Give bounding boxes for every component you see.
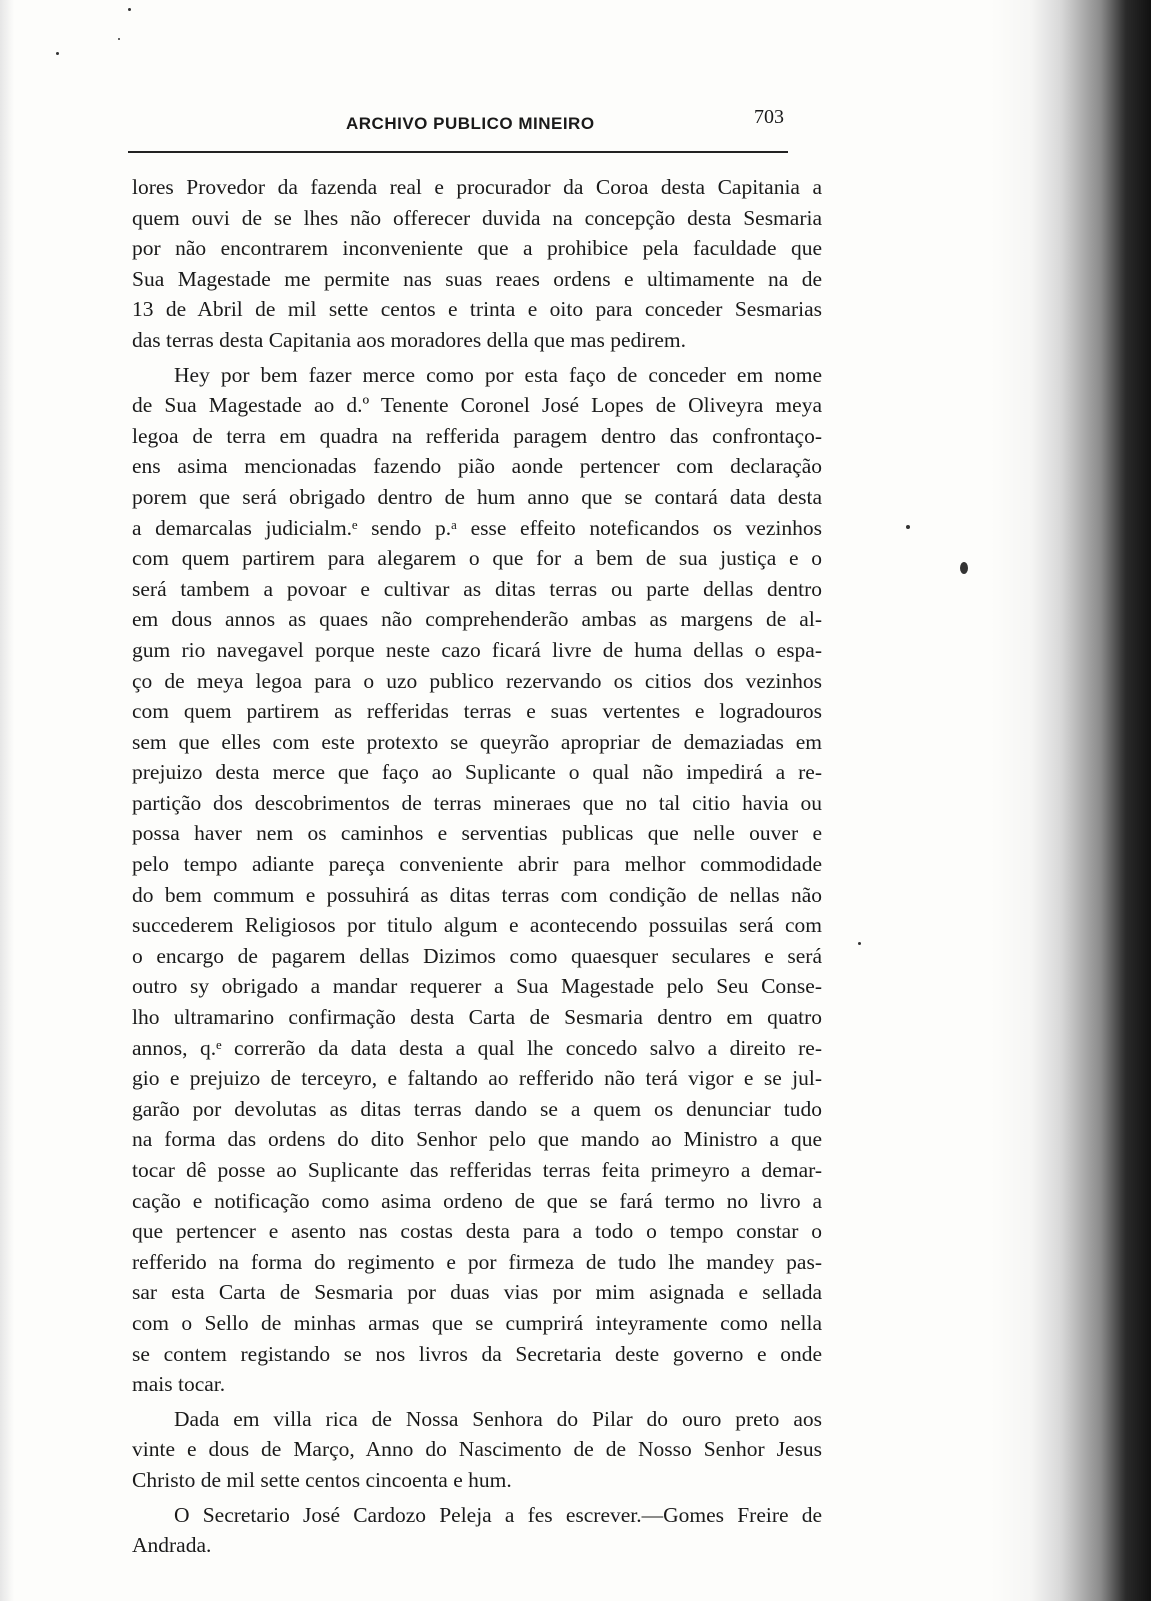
text-line: de Sua Magestade ao d.º Tenente Coronel José Lopes de Oliveyra meya [132,393,822,418]
text-line: succederem Religiosos por titulo algum e acontecendo possuilas será com [132,913,822,938]
page-number: 703 [754,106,784,128]
scan-speck [906,525,910,529]
text-line: mais tocar. [132,1372,226,1397]
text-line: que pertencer e asento nas costas desta para a todo o tempo constar o [132,1219,822,1244]
text-line: garão por devolutas as ditas terras dando se a quem os denunciar tudo [132,1096,822,1121]
book-binding-edge [991,0,1151,1601]
text-line: tocar dê posse ao Suplicante das refferidas terras feita primeyro a demar- [132,1158,822,1182]
text-line: Sua Magestade me permite nas suas reaes ordens e ultimamente na de [132,266,822,291]
header-rule [128,151,788,153]
text-line: Hey por bem fazer merce como por esta faço de conceder em nome [174,362,822,387]
text-line: refferido na forma do regimento e por firmeza de tudo lhe mandey pas- [132,1249,822,1274]
text-line: porem que será obrigado dentro de hum anno que se contará data desta [132,484,822,509]
text-line: com o Sello de minhas armas que se cumprirá inteyramente como nella [132,1310,822,1335]
text-line: annos, q.ᵉ correrão da data desta a qual lhe concedo salvo a direito re- [132,1035,822,1060]
text-line: na forma das ordens do dito Senhor pelo que mando ao Ministro a que [132,1127,822,1152]
text-line: ço de meya legoa para o uzo publico rezervando os citios dos vezinhos [132,668,822,693]
text-line: ens asima mencionadas fazendo pião aonde pertencer com declaração [132,454,822,479]
text-line: do bem commum e possuhirá as ditas terras com condição de nellas não [132,882,822,907]
text-line: gum rio navegavel porque neste cazo ficará livre de huma dellas o espa- [132,637,822,662]
text-line: das terras desta Capitania aos moradores della que mas pedirem. [132,327,687,352]
paragraph [132,1500,822,1561]
scan-speck [858,942,861,945]
paragraph [132,172,822,356]
running-head: ARCHIVO PUBLICO MINEIRO [346,114,595,133]
scan-speck [960,562,968,574]
text-line: Christo de mil sette centos cincoenta e hum. [132,1467,512,1492]
text-line: 13 de Abril de mil sette centos e trinta e oito para conceder Sesmarias [132,297,822,322]
scan-speck [56,52,59,55]
text-line: em dous annos as quaes não comprehenderão ambas as margens de al- [132,607,822,632]
text-line: pelo tempo adiante pareça conveniente abrir para melhor commodidade [132,852,822,877]
text-line: com quem partirem para alegarem o que for a bem de sua justiça e o [132,546,822,571]
body-text [132,172,822,1561]
text-line: Andrada. [132,1533,212,1558]
text-line: com quem partirem as refferidas terras e suas vertentes e logradouros [132,699,822,724]
text-line: o encargo de pagarem dellas Dizimos como quaesquer seculares e será [132,943,822,968]
scan-speck [118,38,120,40]
text-line: lho ultramarino confirmação desta Carta de Sesmaria dentro em quatro [132,1005,822,1030]
text-line: será tambem a povoar e cultivar as ditas terras ou parte dellas dentro [132,576,822,601]
text-line: prejuizo desta merce que faço ao Suplicante o qual não impedirá a re- [132,760,822,785]
paragraph [132,1404,822,1496]
text-line: Dada em villa rica de Nossa Senhora do Pilar do ouro preto aos [174,1406,822,1431]
text-line: O Secretario José Cardozo Peleja a fes escrever.—Gomes Freire de [174,1502,822,1527]
text-line: se contem registando se nos livros da Secretaria deste governo e onde [132,1341,822,1366]
page-left-edge [0,0,14,1601]
paragraph [132,360,822,1400]
text-line: legoa de terra em quadra na refferida paragem dentro das confrontaço- [132,423,822,448]
scan-speck [128,8,131,11]
text-line: possa haver nem os caminhos e serventias publicas que nelle ouver e [132,821,822,846]
text-line: sem que elles com este protexto se queyrão apropriar de demaziadas em [132,729,822,754]
text-line: lores Provedor da fazenda real e procurador da Corоa desta Capitania a [132,175,822,199]
text-line: sar esta Carta de Sesmaria por duas vias por mim asignada e sellada [132,1280,822,1305]
text-line: a demarcalas judicialm.ᵉ sendo p.ᵃ esse effeito noteficandos os vezinhos [132,515,822,540]
text-line: vinte e dous de Março, Anno do Nascimento de de Nosso Senhor Jesus [132,1437,822,1462]
text-line: por não encontrarem inconveniente que a prohibice pela faculdade que [132,236,822,261]
text-line: partição dos descobrimentos de terras mineraes que no tal citio havia ou [132,790,822,815]
page-header [128,106,788,146]
text-line: cação e notificação como asima ordeno de que se fará termo no livro a [132,1188,822,1213]
text-line: outro sy obrigado a mandar requerer a Sua Magestade pelo Seu Conse- [132,974,822,999]
text-line: quem ouvi de se lhes não offerecer duvida na concepção desta Sesmaria [132,205,822,230]
text-line: gio e prejuizo de terceyro, e faltando ao refferido não terá vigor e se jul- [132,1066,822,1091]
